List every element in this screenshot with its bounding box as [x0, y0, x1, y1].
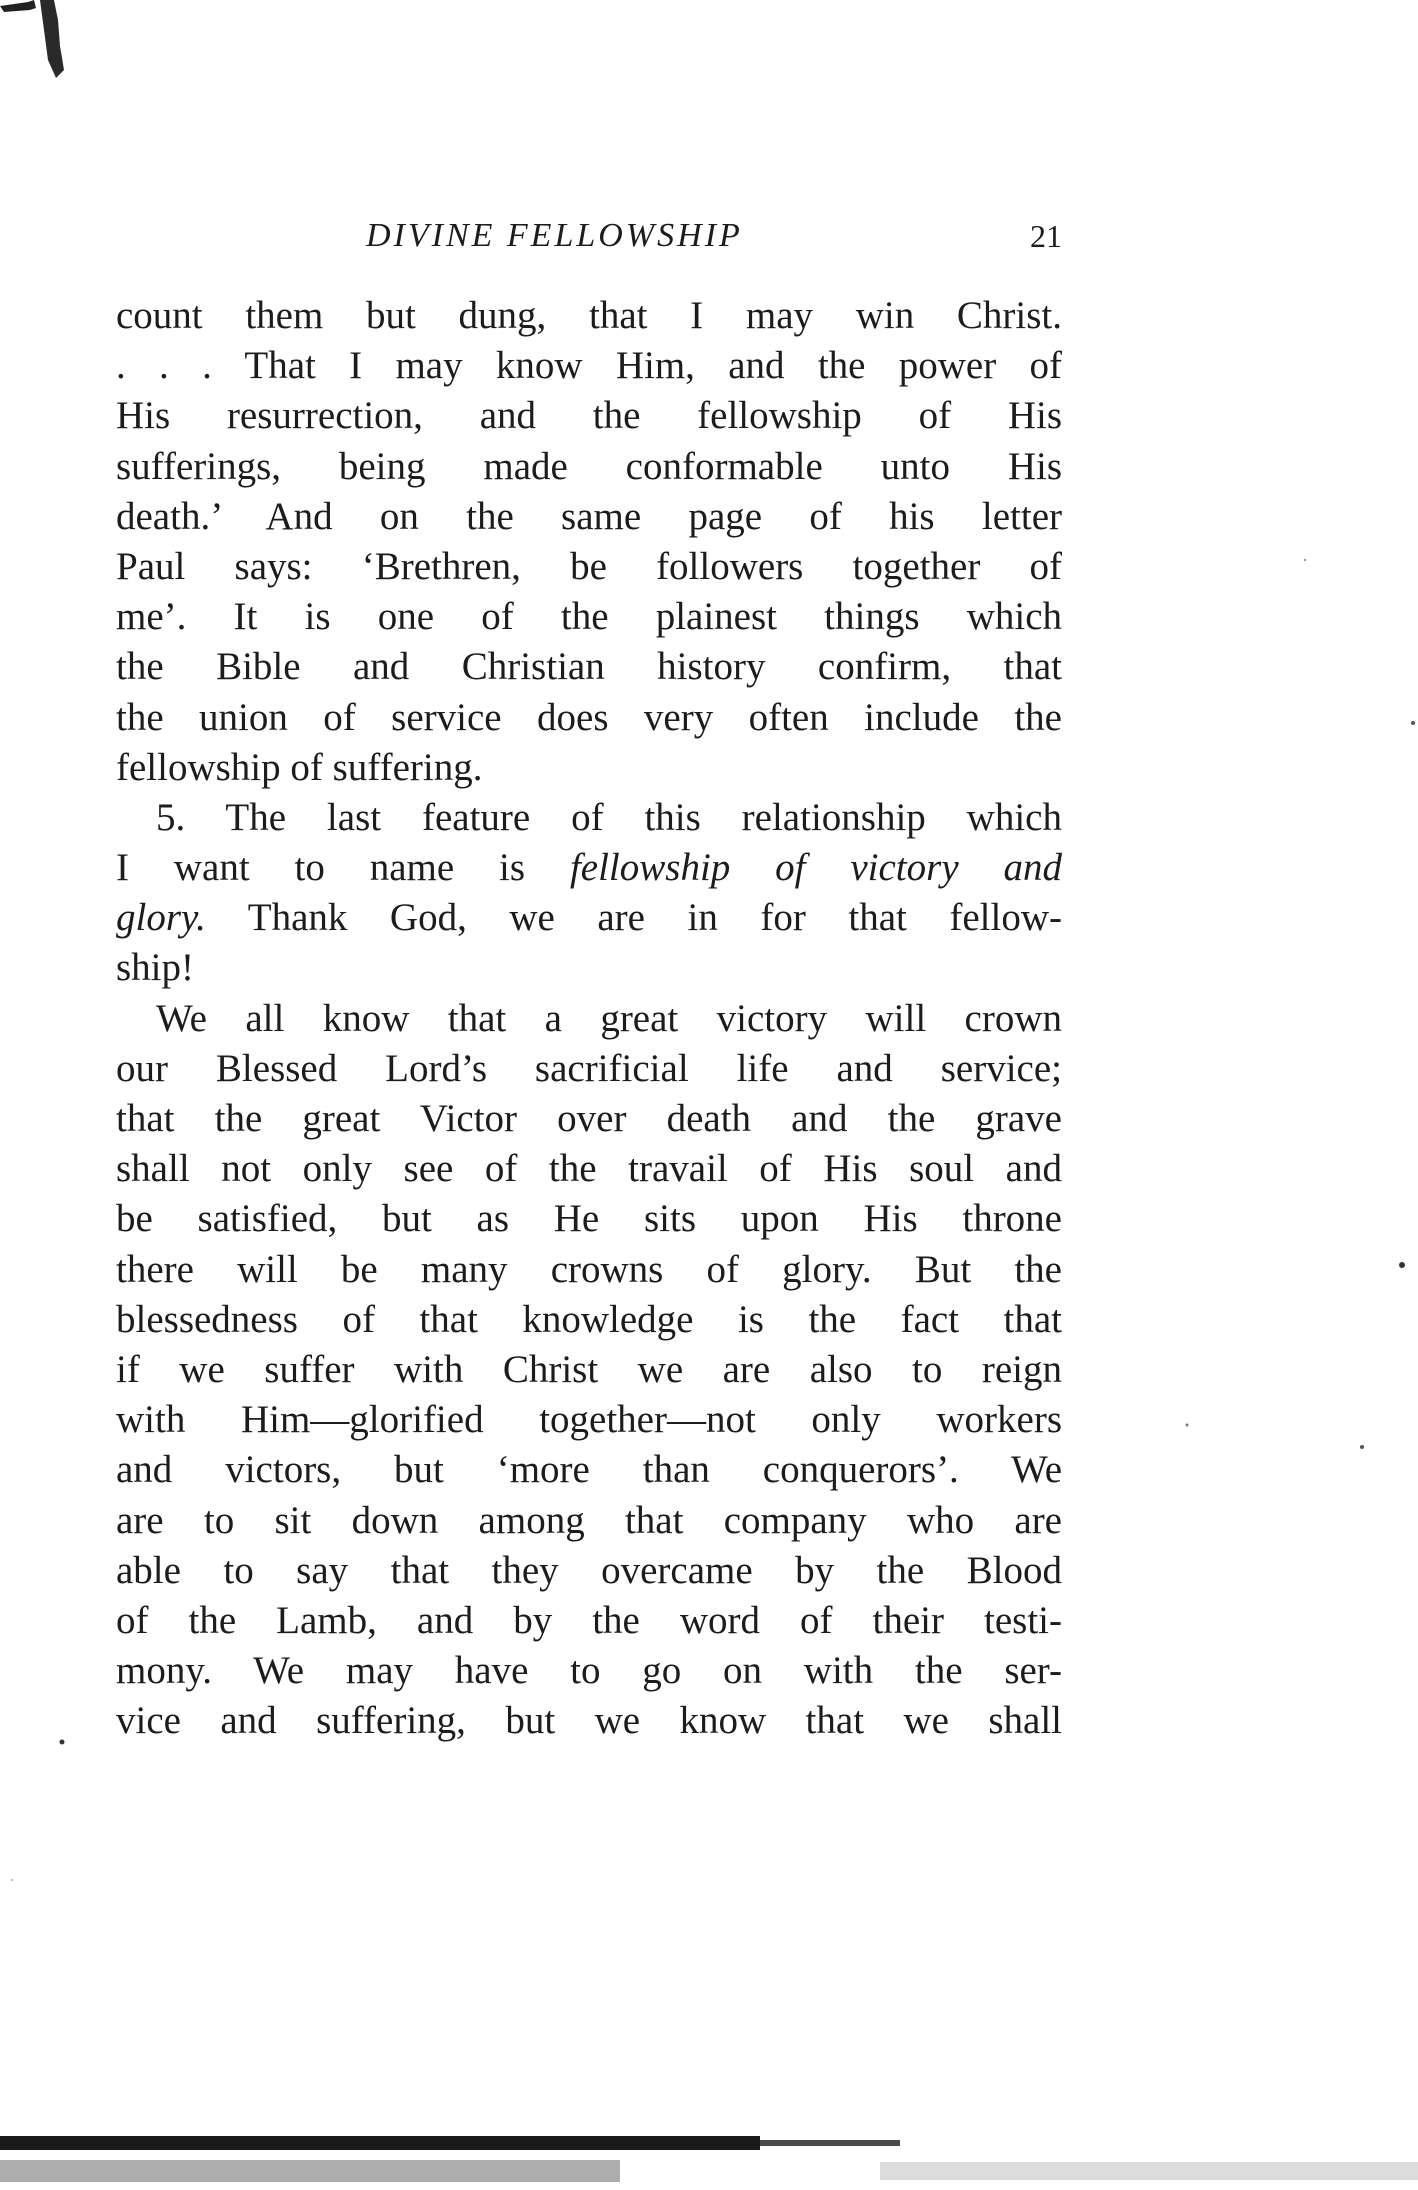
text-line: 5. The last feature of this relationship which	[156, 795, 1062, 839]
text-line: ship!	[116, 946, 194, 990]
text-line: mony. We may have to go on with the ser-	[116, 1649, 1062, 1693]
text-line: count them but dung, that I may win Christ.	[116, 294, 1062, 337]
italic-phrase: fellowship of victory and	[569, 846, 1062, 890]
text-line: with Him—glorified together—not only workers	[116, 1398, 1062, 1442]
body-text	[116, 291, 1062, 1746]
text-line: Paul says: ‘Brethren, be followers together of	[116, 544, 1062, 588]
text-line: our Blessed Lord’s sacrificial life and service;	[116, 1046, 1062, 1090]
text-line: sufferings, being made conformable unto His	[116, 444, 1062, 488]
text-line: if we suffer with Christ we are also to reign	[116, 1347, 1062, 1391]
text-line: and victors, but ‘more than conquerors’. We	[116, 1448, 1062, 1492]
text-line: shall not only see of the travail of His soul and	[116, 1147, 1062, 1191]
text-line: vice and suffering, but we know that we shall	[116, 1699, 1062, 1743]
text-run: Thank God, we are in for that fellow-	[247, 896, 1062, 940]
text-line: there will be many crowns of glory. But the	[116, 1247, 1062, 1291]
text-line: death.’ And on the same page of his letter	[116, 494, 1062, 538]
text-line: the Bible and Christian history confirm, that	[116, 645, 1062, 689]
text-line: me’. It is one of the plainest things which	[116, 595, 1062, 639]
text-line: blessedness of that knowledge is the fact that	[116, 1297, 1062, 1341]
text-line-mixed	[116, 893, 1062, 943]
text-line: . . . That I may know Him, and the power of	[116, 344, 1062, 388]
running-title: DIVINE FELLOWSHIP	[366, 217, 743, 254]
text-line: fellowship of suffering.	[116, 745, 483, 789]
italic-phrase: glory.	[116, 896, 206, 940]
text-line: the union of service does very often include the	[116, 695, 1062, 739]
text-run: I want to name is	[116, 846, 526, 890]
scan-bottom-edge	[0, 2130, 1418, 2190]
page-number: 21	[1030, 218, 1062, 254]
text-line: We all know that a great victory will crown	[156, 996, 1062, 1040]
text-line: able to say that they overcame by the Blood	[116, 1548, 1062, 1592]
text-line: be satisfied, but as He sits upon His throne	[116, 1197, 1062, 1241]
scan-artifact-corner	[0, 0, 90, 80]
text-line: are to sit down among that company who are	[116, 1498, 1062, 1542]
text-line: His resurrection, and the fellowship of His	[116, 394, 1062, 438]
running-head	[116, 206, 1062, 266]
text-line-mixed	[116, 843, 1062, 893]
text-line: of the Lamb, and by the word of their testi-	[116, 1598, 1062, 1642]
text-line: that the great Victor over death and the grave	[116, 1097, 1062, 1140]
